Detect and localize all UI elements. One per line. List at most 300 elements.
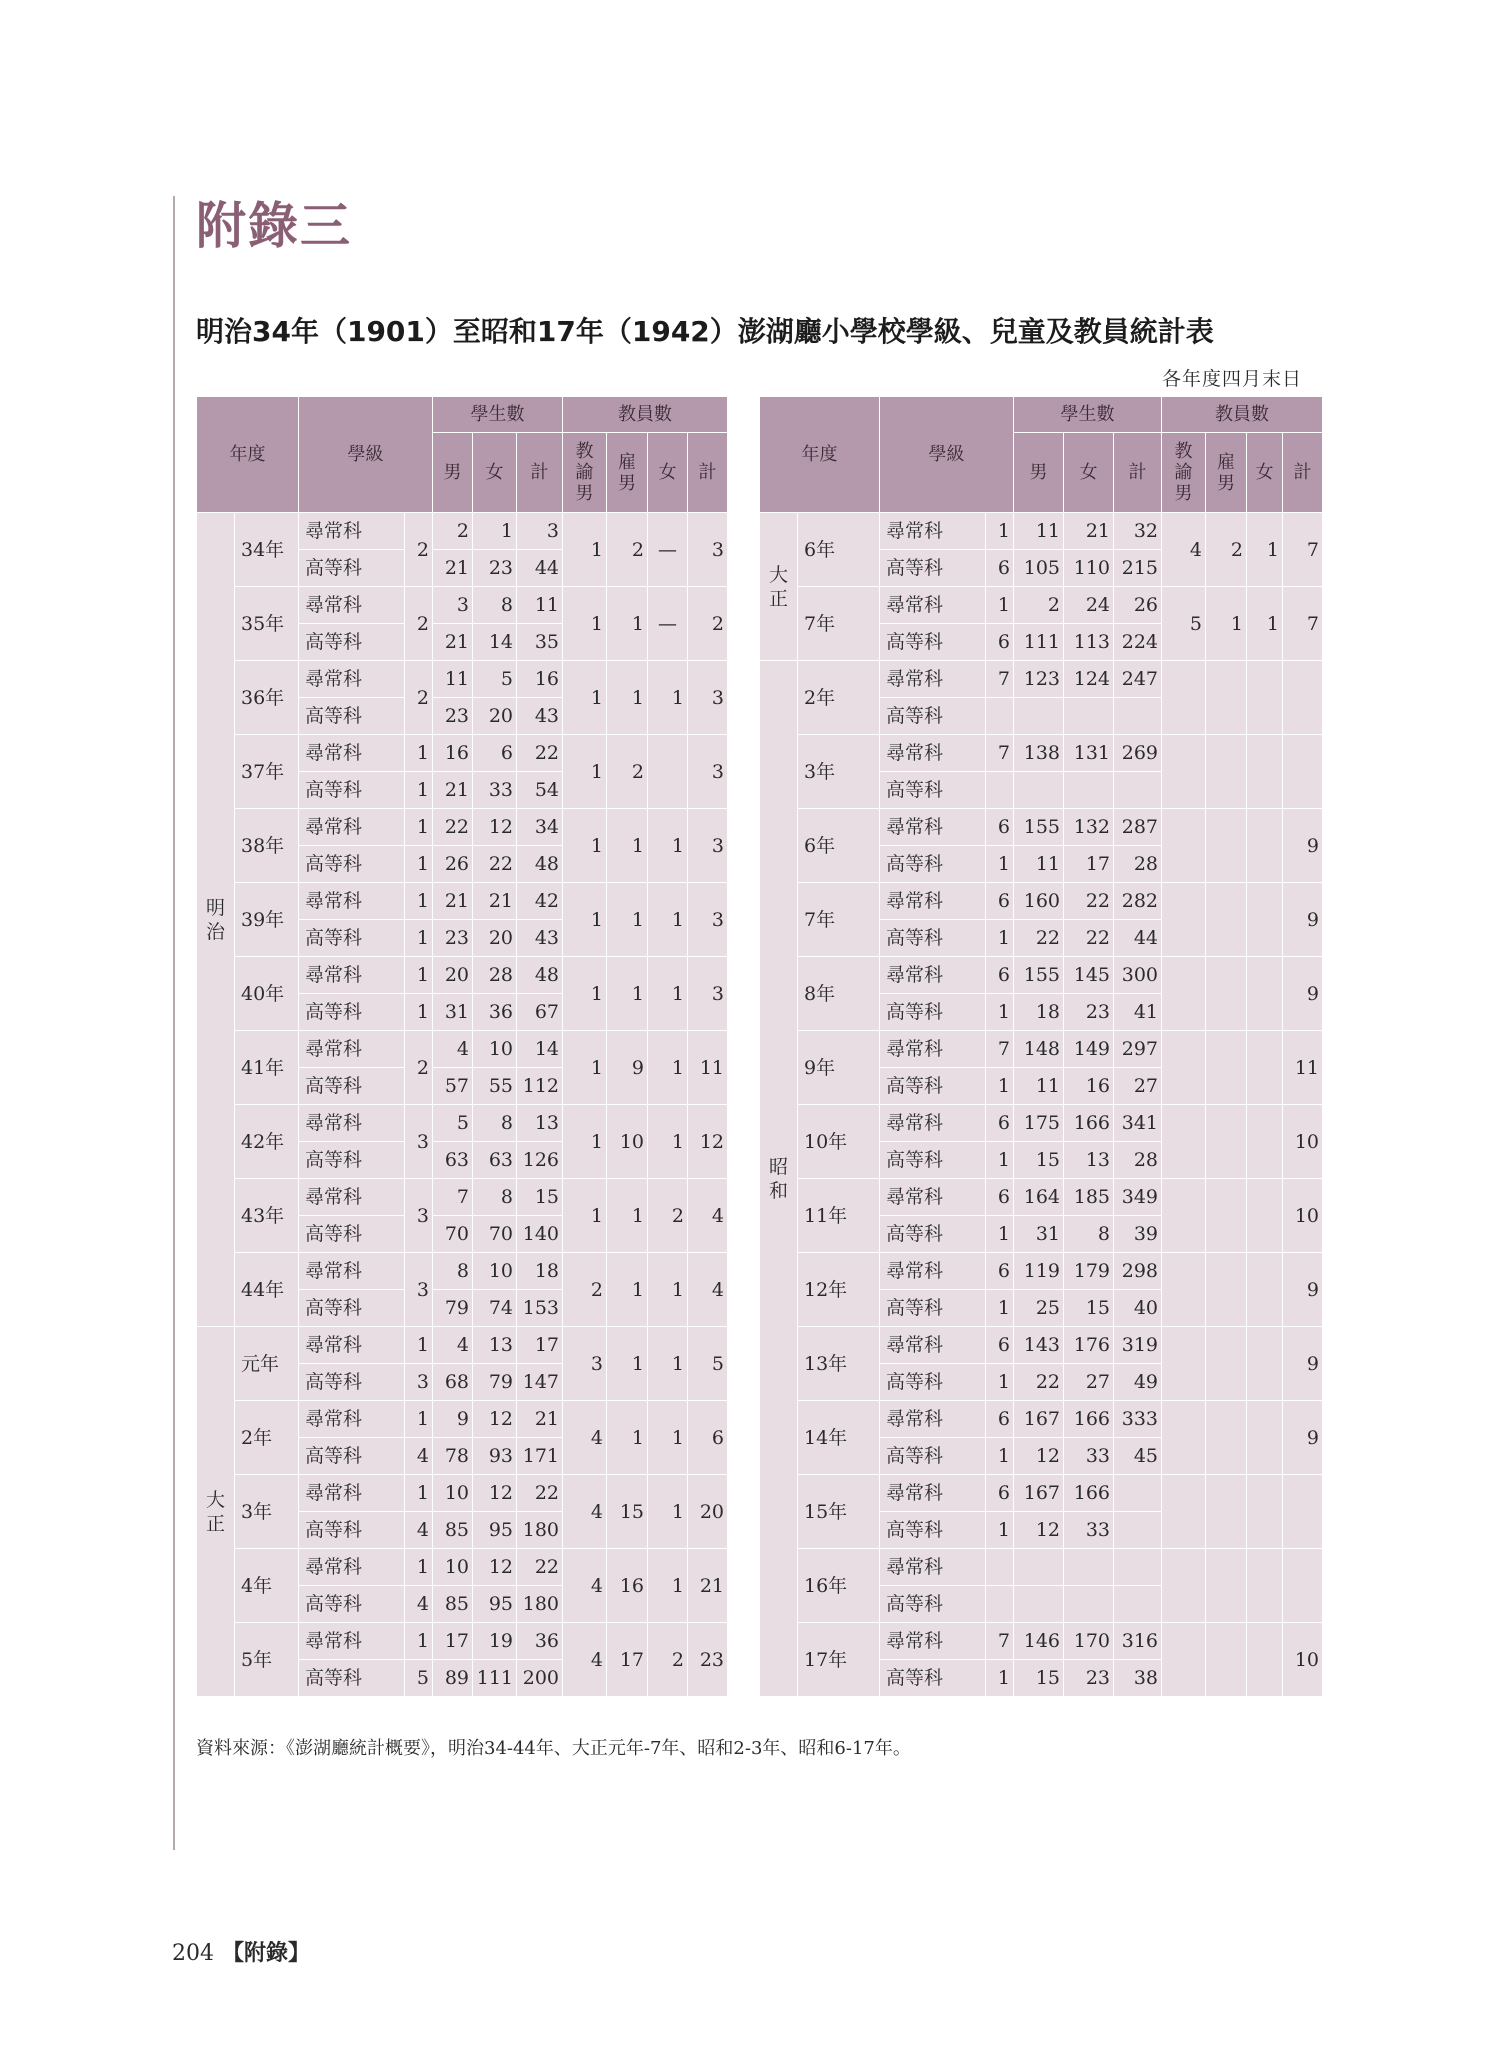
class-count-regular: 7: [986, 1623, 1014, 1660]
higher-male: 78: [433, 1438, 473, 1475]
higher-total: 224: [1114, 624, 1162, 661]
class-count-higher: 1: [986, 1290, 1014, 1327]
regular-male: 148: [1014, 1031, 1064, 1068]
higher-male: 12: [1014, 1512, 1064, 1549]
higher-male: 23: [433, 920, 473, 957]
hired-male: [1206, 1253, 1247, 1327]
header-total: 計: [517, 433, 563, 513]
regular-male: 167: [1014, 1475, 1064, 1512]
teacher-male: 3: [563, 1327, 607, 1401]
regular-total: 16: [517, 661, 563, 698]
level-regular: 尋常科: [299, 513, 405, 550]
level-regular: 尋常科: [880, 587, 986, 624]
class-count-higher: 1: [986, 1068, 1014, 1105]
regular-total: 247: [1114, 661, 1162, 698]
era-text: 大正: [768, 563, 788, 610]
hired-male: [1206, 661, 1247, 735]
higher-female: 20: [473, 920, 517, 957]
teacher-female: [1247, 809, 1283, 883]
higher-total: 49: [1114, 1364, 1162, 1401]
teacher-total: 7: [1283, 587, 1323, 661]
header-year: 年度: [197, 397, 299, 513]
regular-female: [1064, 1549, 1114, 1586]
level-higher: 高等科: [299, 772, 405, 809]
teacher-total: 20: [688, 1475, 728, 1549]
teacher-female: 2: [648, 1179, 688, 1253]
higher-total: [1114, 1512, 1162, 1549]
teacher-total: 23: [688, 1623, 728, 1697]
higher-female: 16: [1064, 1068, 1114, 1105]
higher-total: 180: [517, 1512, 563, 1549]
teacher-total: 3: [688, 883, 728, 957]
level-regular: 尋常科: [880, 513, 986, 550]
statistics-table-left: [196, 396, 728, 1697]
class-count-regular: 6: [986, 809, 1014, 846]
year-cell: 11年: [798, 1179, 880, 1253]
hired-male: 1: [607, 957, 648, 1031]
level-higher: 高等科: [299, 846, 405, 883]
regular-male: 17: [433, 1623, 473, 1660]
higher-female: 111: [473, 1660, 517, 1697]
level-higher: 高等科: [299, 624, 405, 661]
regular-total: 14: [517, 1031, 563, 1068]
regular-total: 21: [517, 1401, 563, 1438]
hired-male: [1206, 1401, 1247, 1475]
regular-total: 269: [1114, 735, 1162, 772]
level-higher: 高等科: [299, 1290, 405, 1327]
hired-male: 15: [607, 1475, 648, 1549]
higher-total: 44: [517, 550, 563, 587]
teacher-total: [1283, 1475, 1323, 1549]
regular-male: 2: [1014, 587, 1064, 624]
level-higher: 高等科: [299, 1512, 405, 1549]
teacher-female: 1: [648, 1475, 688, 1549]
table-row: [760, 883, 1323, 920]
teacher-male: 4: [563, 1475, 607, 1549]
teacher-female: 1: [648, 1549, 688, 1623]
year-cell: 3年: [798, 735, 880, 809]
teacher-total: 9: [1283, 1401, 1323, 1475]
table-row: [760, 1031, 1323, 1068]
header-students: 學生數: [1014, 397, 1162, 433]
teacher-male: [1162, 1327, 1206, 1401]
regular-male: 5: [433, 1105, 473, 1142]
teacher-male: 1: [563, 809, 607, 883]
higher-male: 11: [1014, 846, 1064, 883]
year-cell: 40年: [235, 957, 299, 1031]
higher-total: 39: [1114, 1216, 1162, 1253]
level-regular: 尋常科: [880, 1475, 986, 1512]
regular-female: 13: [473, 1327, 517, 1364]
regular-female: 12: [473, 1475, 517, 1512]
hired-male: [1206, 1475, 1247, 1549]
level-higher: 高等科: [880, 1068, 986, 1105]
level-regular: 尋常科: [299, 1401, 405, 1438]
regular-female: 10: [473, 1253, 517, 1290]
regular-female: 8: [473, 1105, 517, 1142]
teacher-total: 10: [1283, 1105, 1323, 1179]
hired-male: 17: [607, 1623, 648, 1697]
higher-total: 215: [1114, 550, 1162, 587]
higher-female: [1064, 772, 1114, 809]
teacher-male: [1162, 1105, 1206, 1179]
higher-male: 11: [1014, 1068, 1064, 1105]
regular-male: 155: [1014, 957, 1064, 994]
teacher-female: [1247, 1327, 1283, 1401]
teacher-male: [1162, 1253, 1206, 1327]
teacher-male: [1162, 661, 1206, 735]
level-higher: 高等科: [880, 1586, 986, 1623]
header-level: 學級: [299, 397, 433, 513]
teacher-female: 1: [1247, 587, 1283, 661]
level-higher: 高等科: [880, 1290, 986, 1327]
regular-total: 22: [517, 735, 563, 772]
higher-total: 43: [517, 920, 563, 957]
regular-male: 2: [433, 513, 473, 550]
class-count-regular: 6: [986, 883, 1014, 920]
regular-female: 166: [1064, 1105, 1114, 1142]
level-higher: 高等科: [880, 920, 986, 957]
higher-female: 93: [473, 1438, 517, 1475]
regular-total: 32: [1114, 513, 1162, 550]
level-higher: 高等科: [299, 920, 405, 957]
higher-total: [1114, 698, 1162, 735]
teacher-total: [1283, 735, 1323, 809]
table-row: [197, 1105, 728, 1142]
source-note: 資料來源：《澎湖廳統計概要》，明治34-44年、大正元年-7年、昭和2-3年、昭和6-17年。: [196, 1738, 911, 1759]
regular-total: 15: [517, 1179, 563, 1216]
year-cell: 16年: [798, 1549, 880, 1623]
higher-male: 21: [433, 624, 473, 661]
teacher-total: 4: [688, 1179, 728, 1253]
class-count-regular: 6: [986, 1105, 1014, 1142]
level-higher: 高等科: [299, 1068, 405, 1105]
year-cell: 14年: [798, 1401, 880, 1475]
header-male: 男: [433, 433, 473, 513]
hired-male: 2: [607, 735, 648, 809]
year-cell: 9年: [798, 1031, 880, 1105]
hired-male: [1206, 1549, 1247, 1623]
table-row: [197, 1401, 728, 1438]
year-cell: 6年: [798, 809, 880, 883]
table-title: 明治34年（1901）至昭和17年（1942）澎湖廳小學校學級、兒童及教員統計表: [196, 315, 1214, 348]
regular-male: 155: [1014, 809, 1064, 846]
higher-male: 26: [433, 846, 473, 883]
level-regular: 尋常科: [880, 1623, 986, 1660]
class-count-regular: 1: [405, 735, 433, 772]
regular-female: 176: [1064, 1327, 1114, 1364]
table-row: [197, 1549, 728, 1586]
regular-male: 8: [433, 1253, 473, 1290]
teacher-female: [1247, 1475, 1283, 1549]
regular-female: 185: [1064, 1179, 1114, 1216]
regular-male: 167: [1014, 1401, 1064, 1438]
header-teacher-total: 計: [1283, 433, 1323, 513]
teacher-total: 21: [688, 1549, 728, 1623]
level-higher: 高等科: [880, 1512, 986, 1549]
level-higher: 高等科: [880, 1216, 986, 1253]
higher-total: 147: [517, 1364, 563, 1401]
hired-male: 1: [607, 809, 648, 883]
higher-male: 15: [1014, 1660, 1064, 1697]
header-male: 男: [1014, 433, 1064, 513]
table-row: [197, 957, 728, 994]
class-count-higher: 1: [986, 920, 1014, 957]
regular-total: 22: [517, 1475, 563, 1512]
regular-total: 349: [1114, 1179, 1162, 1216]
class-count-regular: 6: [986, 1327, 1014, 1364]
header-teachers: 教員數: [563, 397, 728, 433]
class-count-higher: 1: [986, 1438, 1014, 1475]
page-footer: [172, 1936, 310, 1967]
class-count-higher: 1: [986, 1660, 1014, 1697]
table-row: [197, 735, 728, 772]
regular-male: 164: [1014, 1179, 1064, 1216]
class-count-higher: 1: [986, 846, 1014, 883]
hired-male: 16: [607, 1549, 648, 1623]
higher-female: 15: [1064, 1290, 1114, 1327]
regular-total: 34: [517, 809, 563, 846]
regular-male: 11: [1014, 513, 1064, 550]
regular-total: 333: [1114, 1401, 1162, 1438]
regular-male: 175: [1014, 1105, 1064, 1142]
teacher-female: [1247, 883, 1283, 957]
teacher-total: [1283, 661, 1323, 735]
higher-male: 89: [433, 1660, 473, 1697]
teacher-female: 1: [648, 1253, 688, 1327]
table-row: [197, 1179, 728, 1216]
class-count-regular: 6: [986, 1401, 1014, 1438]
header-hired-male: 雇男: [607, 433, 648, 513]
regular-total: 42: [517, 883, 563, 920]
teacher-male: 2: [563, 1253, 607, 1327]
teacher-total: 10: [1283, 1623, 1323, 1697]
regular-female: 131: [1064, 735, 1114, 772]
teacher-female: [1247, 1549, 1283, 1623]
era-text: 昭和: [768, 1155, 788, 1202]
class-count-higher: 1: [986, 994, 1014, 1031]
teacher-female: [1247, 661, 1283, 735]
level-regular: 尋常科: [880, 1253, 986, 1290]
table-row: [197, 661, 728, 698]
hired-male: 1: [607, 1327, 648, 1401]
class-count-higher: 1: [986, 1142, 1014, 1179]
higher-female: 33: [1064, 1512, 1114, 1549]
appendix-heading: 附錄三: [196, 196, 352, 255]
table-row: [197, 1031, 728, 1068]
teacher-female: [1247, 735, 1283, 809]
higher-male: 21: [433, 550, 473, 587]
regular-female: 179: [1064, 1253, 1114, 1290]
class-count-regular: 1: [405, 809, 433, 846]
regular-female: 12: [473, 1549, 517, 1586]
header-hired-male: 雇男: [1206, 433, 1247, 513]
higher-female: 33: [473, 772, 517, 809]
level-higher: 高等科: [880, 550, 986, 587]
teacher-female: [1247, 1401, 1283, 1475]
level-higher: 高等科: [880, 1364, 986, 1401]
regular-male: 4: [433, 1031, 473, 1068]
class-count-regular: 1: [405, 883, 433, 920]
level-regular: 尋常科: [299, 735, 405, 772]
level-higher: 高等科: [880, 1660, 986, 1697]
teacher-male: [1162, 883, 1206, 957]
teacher-total: 9: [1283, 1327, 1323, 1401]
regular-total: 319: [1114, 1327, 1162, 1364]
higher-female: 36: [473, 994, 517, 1031]
level-regular: 尋常科: [880, 661, 986, 698]
teacher-total: 6: [688, 1401, 728, 1475]
higher-male: 22: [1014, 1364, 1064, 1401]
level-regular: 尋常科: [299, 957, 405, 994]
higher-total: 200: [517, 1660, 563, 1697]
regular-male: 20: [433, 957, 473, 994]
teacher-total: 9: [1283, 957, 1323, 1031]
regular-total: [1114, 1549, 1162, 1586]
regular-total: 282: [1114, 883, 1162, 920]
teacher-total: 11: [1283, 1031, 1323, 1105]
table-row: [760, 587, 1323, 624]
regular-male: 123: [1014, 661, 1064, 698]
teacher-total: 12: [688, 1105, 728, 1179]
higher-total: 67: [517, 994, 563, 1031]
higher-total: 27: [1114, 1068, 1162, 1105]
table-row: [197, 1327, 728, 1364]
regular-male: 146: [1014, 1623, 1064, 1660]
hired-male: 1: [607, 1179, 648, 1253]
level-regular: 尋常科: [299, 1623, 405, 1660]
teacher-female: [1247, 1623, 1283, 1697]
teacher-total: 9: [1283, 883, 1323, 957]
regular-male: 119: [1014, 1253, 1064, 1290]
year-cell: 3年: [235, 1475, 299, 1549]
level-regular: 尋常科: [880, 1549, 986, 1586]
header-female: 女: [473, 433, 517, 513]
teacher-female: 1: [648, 809, 688, 883]
teacher-female: 1: [648, 661, 688, 735]
teacher-male: [1162, 957, 1206, 1031]
era-text: 大正: [205, 1488, 225, 1535]
higher-male: 12: [1014, 1438, 1064, 1475]
regular-total: 13: [517, 1105, 563, 1142]
table-row: [197, 809, 728, 846]
regular-female: 132: [1064, 809, 1114, 846]
class-count-regular: 1: [986, 587, 1014, 624]
higher-male: 57: [433, 1068, 473, 1105]
teacher-male: 4: [1162, 513, 1206, 587]
higher-total: 35: [517, 624, 563, 661]
hired-male: 1: [607, 1253, 648, 1327]
year-cell: 41年: [235, 1031, 299, 1105]
class-count-higher: [986, 772, 1014, 809]
regular-female: 5: [473, 661, 517, 698]
higher-male: [1014, 1586, 1064, 1623]
hired-male: 1: [607, 661, 648, 735]
regular-total: 3: [517, 513, 563, 550]
class-count-regular: 6: [986, 1179, 1014, 1216]
teacher-total: 3: [688, 661, 728, 735]
higher-total: 112: [517, 1068, 563, 1105]
regular-male: 138: [1014, 735, 1064, 772]
teacher-female: [1247, 1031, 1283, 1105]
higher-female: 95: [473, 1512, 517, 1549]
level-regular: 尋常科: [299, 1253, 405, 1290]
level-higher: 高等科: [299, 1364, 405, 1401]
header-female: 女: [1064, 433, 1114, 513]
teacher-total: 4: [688, 1253, 728, 1327]
class-count-regular: 7: [986, 735, 1014, 772]
hired-male: [1206, 1179, 1247, 1253]
table-row: [197, 1253, 728, 1290]
year-cell: 元年: [235, 1327, 299, 1401]
table-row: [760, 1253, 1323, 1290]
teacher-total: 2: [688, 587, 728, 661]
higher-male: 23: [433, 698, 473, 735]
regular-male: 4: [433, 1327, 473, 1364]
teacher-female: [648, 735, 688, 809]
teacher-total: 3: [688, 513, 728, 587]
class-count-higher: 5: [405, 1660, 433, 1697]
teacher-female: [1247, 1253, 1283, 1327]
higher-female: 20: [473, 698, 517, 735]
regular-female: 8: [473, 587, 517, 624]
header-teacher-female: 女: [1247, 433, 1283, 513]
year-cell: 35年: [235, 587, 299, 661]
teacher-female: 1: [648, 957, 688, 1031]
class-count-regular: 6: [986, 1475, 1014, 1512]
class-count-higher: 6: [986, 550, 1014, 587]
era-label: [760, 513, 798, 661]
level-regular: 尋常科: [880, 1401, 986, 1438]
higher-male: 31: [1014, 1216, 1064, 1253]
level-higher: 高等科: [880, 1438, 986, 1475]
higher-female: 14: [473, 624, 517, 661]
higher-male: 105: [1014, 550, 1064, 587]
level-higher: 高等科: [299, 1660, 405, 1697]
year-cell: 34年: [235, 513, 299, 587]
class-count-higher: [986, 698, 1014, 735]
higher-total: 45: [1114, 1438, 1162, 1475]
header-year: 年度: [760, 397, 880, 513]
teacher-male: 1: [563, 661, 607, 735]
year-cell: 2年: [235, 1401, 299, 1475]
regular-female: 12: [473, 1401, 517, 1438]
table-row: [760, 1475, 1323, 1512]
higher-male: 15: [1014, 1142, 1064, 1179]
class-count: 3: [405, 1105, 433, 1179]
class-count-regular: 1: [405, 1549, 433, 1586]
teacher-female: 1: [648, 1327, 688, 1401]
table-row: [197, 1475, 728, 1512]
regular-female: 170: [1064, 1623, 1114, 1660]
teacher-female: 2: [648, 1623, 688, 1697]
table-row: [760, 513, 1323, 550]
class-count-higher: 4: [405, 1512, 433, 1549]
higher-total: 44: [1114, 920, 1162, 957]
year-cell: 17年: [798, 1623, 880, 1697]
higher-male: 70: [433, 1216, 473, 1253]
class-count-higher: 6: [986, 624, 1014, 661]
class-count-higher: [986, 1586, 1014, 1623]
higher-female: 63: [473, 1142, 517, 1179]
higher-total: 180: [517, 1586, 563, 1623]
regular-female: 19: [473, 1623, 517, 1660]
teacher-total: 9: [1283, 809, 1323, 883]
regular-female: 21: [473, 883, 517, 920]
level-regular: 尋常科: [880, 1179, 986, 1216]
higher-male: 21: [433, 772, 473, 809]
class-count-regular: 1: [405, 1475, 433, 1512]
